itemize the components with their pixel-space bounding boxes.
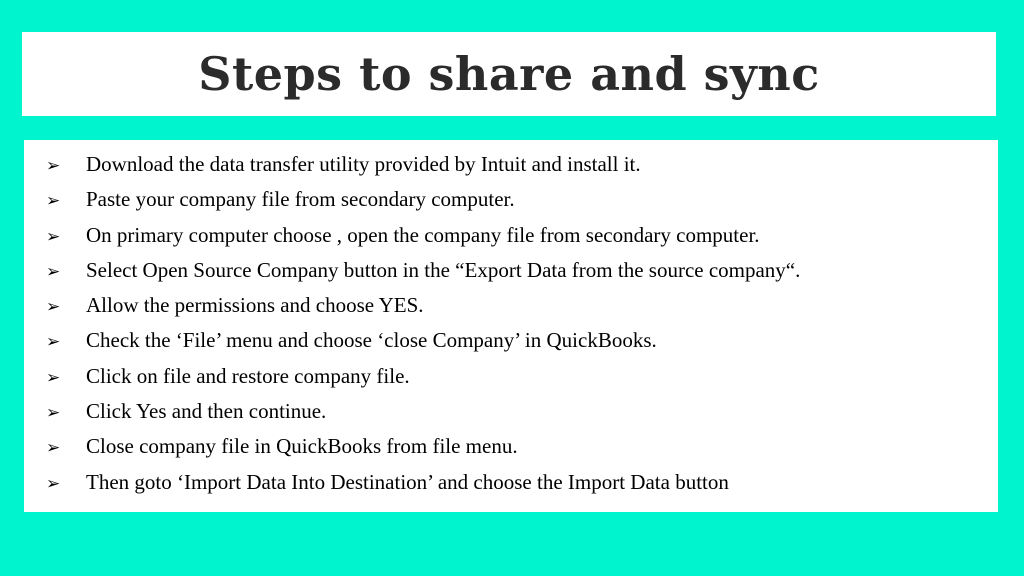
step-text: Download the data transfer utility provided by Intuit and install it. xyxy=(86,152,641,176)
step-text: Close company file in QuickBooks from file menu. xyxy=(86,434,518,459)
step-text: Allow the permissions and choose YES. xyxy=(86,293,424,318)
title-panel xyxy=(22,32,996,116)
step-item xyxy=(24,187,998,222)
step-item xyxy=(24,293,998,328)
step-text: Click on file and restore company file. xyxy=(86,363,410,388)
arrow-bullet-icon: ➢ xyxy=(46,226,61,247)
arrow-bullet-icon: ➢ xyxy=(46,438,61,459)
arrow-bullet-icon: ➢ xyxy=(46,367,61,388)
step-text: Paste your company file from secondary computer. xyxy=(86,187,515,212)
step-text: Then goto ‘Import Data Into Destination’ and choose the Import Data button xyxy=(86,469,729,494)
step-item xyxy=(24,223,998,258)
step-item xyxy=(24,152,998,187)
step-item xyxy=(24,434,998,469)
step-item xyxy=(24,470,998,505)
step-item xyxy=(24,328,998,363)
arrow-bullet-icon: ➢ xyxy=(46,297,61,318)
arrow-bullet-icon: ➢ xyxy=(46,332,61,353)
arrow-bullet-icon: ➢ xyxy=(46,191,61,212)
steps-list xyxy=(24,140,998,505)
arrow-bullet-icon: ➢ xyxy=(46,473,61,494)
arrow-bullet-icon: ➢ xyxy=(46,156,61,176)
step-text: Check the ‘File’ menu and choose ‘close Company’ in QuickBooks. xyxy=(86,328,657,353)
step-item xyxy=(24,399,998,434)
page-title: Steps to share and sync xyxy=(198,47,820,101)
step-text: Click Yes and then continue. xyxy=(86,399,327,424)
arrow-bullet-icon: ➢ xyxy=(46,261,61,282)
step-text: Select Open Source Company button in the “Export Data from the source company“. xyxy=(86,257,801,282)
step-item xyxy=(24,258,998,293)
step-text: On primary computer choose , open the company file from secondary computer. xyxy=(86,222,760,247)
step-item xyxy=(24,364,998,399)
arrow-bullet-icon: ➢ xyxy=(46,403,61,424)
steps-panel xyxy=(24,140,998,512)
